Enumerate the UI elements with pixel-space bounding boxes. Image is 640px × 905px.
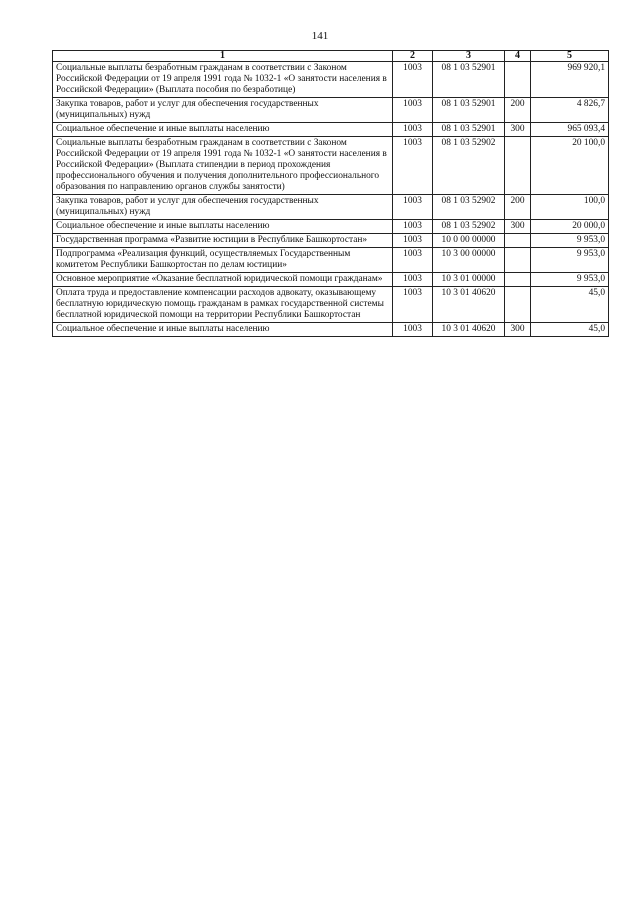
row-type: 200	[505, 98, 531, 123]
row-section: 1003	[393, 248, 433, 273]
table-row	[53, 62, 609, 98]
row-code: 08 1 03 52901	[433, 62, 505, 98]
row-name: Закупка товаров, работ и услуг для обеспечения государственных (муниципальных) нужд	[53, 98, 393, 123]
row-amount: 4 826,7	[531, 98, 609, 123]
header-type: 4	[505, 51, 531, 62]
table-row	[53, 234, 609, 248]
row-code: 10 3 00 00000	[433, 248, 505, 273]
row-code: 08 1 03 52902	[433, 195, 505, 220]
row-section: 1003	[393, 323, 433, 337]
row-type	[505, 273, 531, 287]
row-section: 1003	[393, 62, 433, 98]
row-name: Подпрограмма «Реализация функций, осуществляемых Государственным комитетом Республики Башкортостан по делам юстиции»	[53, 248, 393, 273]
row-type: 300	[505, 323, 531, 337]
row-name: Социальное обеспечение и иные выплаты населению	[53, 123, 393, 137]
table-row	[53, 248, 609, 273]
row-name: Социальные выплаты безработным гражданам в соответствии с Законом Российской Федерации от 19 апреля 1991 года № 1032-1 «О занятости населения в Российской Федерации» (Выплата пособия по безработице)	[53, 62, 393, 98]
header-name: 1	[53, 51, 393, 62]
row-code: 08 1 03 52902	[433, 220, 505, 234]
table-row	[53, 195, 609, 220]
page-number: 141	[311, 30, 329, 42]
row-amount: 20 100,0	[531, 137, 609, 195]
table-row	[53, 220, 609, 234]
row-section: 1003	[393, 137, 433, 195]
row-type	[505, 248, 531, 273]
row-section: 1003	[393, 195, 433, 220]
row-amount: 9 953,0	[531, 273, 609, 287]
budget-table	[52, 50, 609, 337]
row-code: 10 3 01 40620	[433, 287, 505, 323]
row-section: 1003	[393, 234, 433, 248]
row-name: Оплата труда и предоставление компенсации расходов адвокату, оказывающему бесплатную юридическую помощь гражданам в рамках государственной системы бесплатной юридической помощи на территории Республики Башкортостан	[53, 287, 393, 323]
row-code: 08 1 03 52901	[433, 123, 505, 137]
row-name: Государственная программа «Развитие юстиции в Республике Башкортостан»	[53, 234, 393, 248]
row-type: 200	[505, 195, 531, 220]
row-name: Социальные выплаты безработным гражданам в соответствии с Законом Российской Федерации от 19 апреля 1991 года № 1032-1 «О занятости населения в Российской Федерации» (Выплата стипендии в период прохождения профессионального обучения и получения дополнительного профессионального образования по направлению органов службы занятости)	[53, 137, 393, 195]
row-amount: 9 953,0	[531, 234, 609, 248]
row-section: 1003	[393, 287, 433, 323]
row-type: 300	[505, 123, 531, 137]
row-amount: 965 093,4	[531, 123, 609, 137]
row-amount: 969 920,1	[531, 62, 609, 98]
row-name: Социальное обеспечение и иные выплаты населению	[53, 220, 393, 234]
table-row	[53, 137, 609, 195]
table-row	[53, 273, 609, 287]
row-amount: 20 000,0	[531, 220, 609, 234]
table-row	[53, 323, 609, 337]
row-type: 300	[505, 220, 531, 234]
row-name: Социальное обеспечение и иные выплаты населению	[53, 323, 393, 337]
row-section: 1003	[393, 123, 433, 137]
row-code: 10 3 01 40620	[433, 323, 505, 337]
row-name: Закупка товаров, работ и услуг для обеспечения государственных (муниципальных) нужд	[53, 195, 393, 220]
row-amount: 9 953,0	[531, 248, 609, 273]
row-code: 08 1 03 52902	[433, 137, 505, 195]
row-amount: 100,0	[531, 195, 609, 220]
row-type	[505, 62, 531, 98]
row-code: 08 1 03 52901	[433, 98, 505, 123]
row-amount: 45,0	[531, 323, 609, 337]
table-row	[53, 123, 609, 137]
table-header-row	[53, 51, 609, 62]
row-code: 10 3 01 00000	[433, 273, 505, 287]
table-row	[53, 287, 609, 323]
row-section: 1003	[393, 98, 433, 123]
row-type	[505, 234, 531, 248]
row-section: 1003	[393, 220, 433, 234]
row-type	[505, 137, 531, 195]
table-row	[53, 98, 609, 123]
row-section: 1003	[393, 273, 433, 287]
header-amount: 5	[531, 51, 609, 62]
row-code: 10 0 00 00000	[433, 234, 505, 248]
header-section: 2	[393, 51, 433, 62]
row-type	[505, 287, 531, 323]
row-name: Основное мероприятие «Оказание бесплатной юридической помощи гражданам»	[53, 273, 393, 287]
header-code: 3	[433, 51, 505, 62]
row-amount: 45,0	[531, 287, 609, 323]
